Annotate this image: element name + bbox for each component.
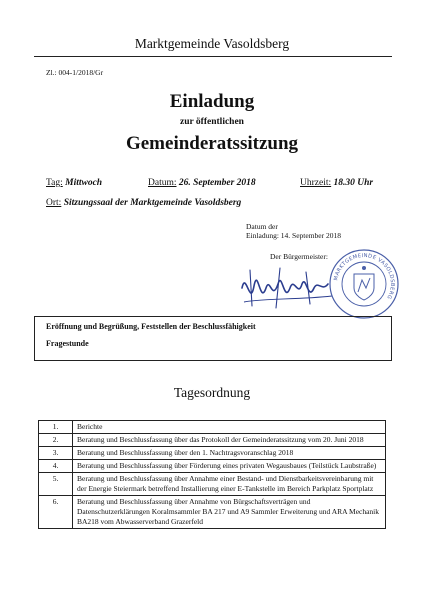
question-hour-item: Fragestunde	[46, 339, 89, 348]
agenda-item-number: 1.	[39, 421, 73, 434]
agenda-item-text: Beratung und Beschlussfassung über Annahme einer Bestand- und Dienstbarkeitsvereinbarung mit der Energie Steiermark betreffend Installierung einer E-Tankstelle im Bereich Parkplatz Sportplatz	[73, 473, 386, 496]
time-label: Uhrzeit:	[300, 178, 332, 188]
reference-number: Zl.: 004-1/2018/Gr	[46, 68, 104, 77]
agenda-item-text: Beratung und Beschlussfassung über Annahme von Bürgschaftsverträgen und Datenschutzerklärungen Koralmsammler BA 217 und A9 Sammler Erweiterung und ARA Mechanik BA218 vom Abwasserverband Grazerfeld	[73, 496, 386, 529]
date-label: Datum:	[148, 178, 177, 188]
agenda-item-number: 4.	[39, 460, 73, 473]
date-value: 26. September 2018	[178, 178, 256, 188]
agenda-item-number: 5.	[39, 473, 73, 496]
agenda-item-text: Berichte	[73, 421, 386, 434]
meeting-time	[300, 178, 373, 188]
meeting-place	[46, 198, 241, 208]
table-row	[39, 421, 386, 434]
municipal-seal	[328, 248, 400, 320]
table-row	[39, 496, 386, 529]
place-label: Ort:	[46, 198, 62, 208]
agenda-heading: Tagesordnung	[173, 385, 251, 400]
invitation-date	[246, 222, 341, 240]
agenda-item-text: Beratung und Beschlussfassung über das Protokoll der Gemeinderatssitzung vom 20. Juni 2018	[73, 434, 386, 447]
time-value: 18.30 Uhr	[333, 178, 374, 188]
meeting-date	[148, 178, 256, 188]
header-rule	[34, 56, 392, 57]
agenda-item-text: Beratung und Beschlussfassung über Förderung eines privaten Wegausbaues (Teilstück Laubstraße)	[73, 460, 386, 473]
agenda-table	[38, 420, 386, 529]
meeting-day	[46, 178, 102, 188]
signer-label: Der Bürgermeister:	[270, 252, 328, 261]
agenda-item-text: Beratung und Beschlussfassung über den 1. Nachtragsvoranschlag 2018	[73, 447, 386, 460]
svg-text:MARKTGEMEINDE VASOLDSBERG: MARKTGEMEINDE VASOLDSBERG	[333, 252, 396, 301]
opening-item: Eröffnung und Begrüßung, Feststellen der Beschlussfähigkeit	[46, 322, 256, 331]
agenda-item-number: 2.	[39, 434, 73, 447]
place-value: Sitzungssaal der Marktgemeinde Vasoldsberg	[63, 198, 242, 208]
invitation-date-line1: Datum der	[246, 222, 278, 231]
table-row	[39, 447, 386, 460]
document-subtitle: zur öffentlichen	[180, 117, 244, 127]
table-row	[39, 460, 386, 473]
agenda-item-number: 6.	[39, 496, 73, 529]
day-value: Mittwoch	[65, 178, 103, 188]
document-title: Einladung	[169, 91, 255, 112]
agenda-item-number: 3.	[39, 447, 73, 460]
table-row	[39, 473, 386, 496]
table-row	[39, 434, 386, 447]
day-label: Tag:	[46, 178, 63, 188]
municipality-name: Marktgemeinde Vasoldsberg	[134, 36, 290, 51]
document-title-second: Gemeinderatssitzung	[125, 133, 299, 154]
invitation-date-line2: Einladung: 14. September 2018	[246, 231, 341, 240]
